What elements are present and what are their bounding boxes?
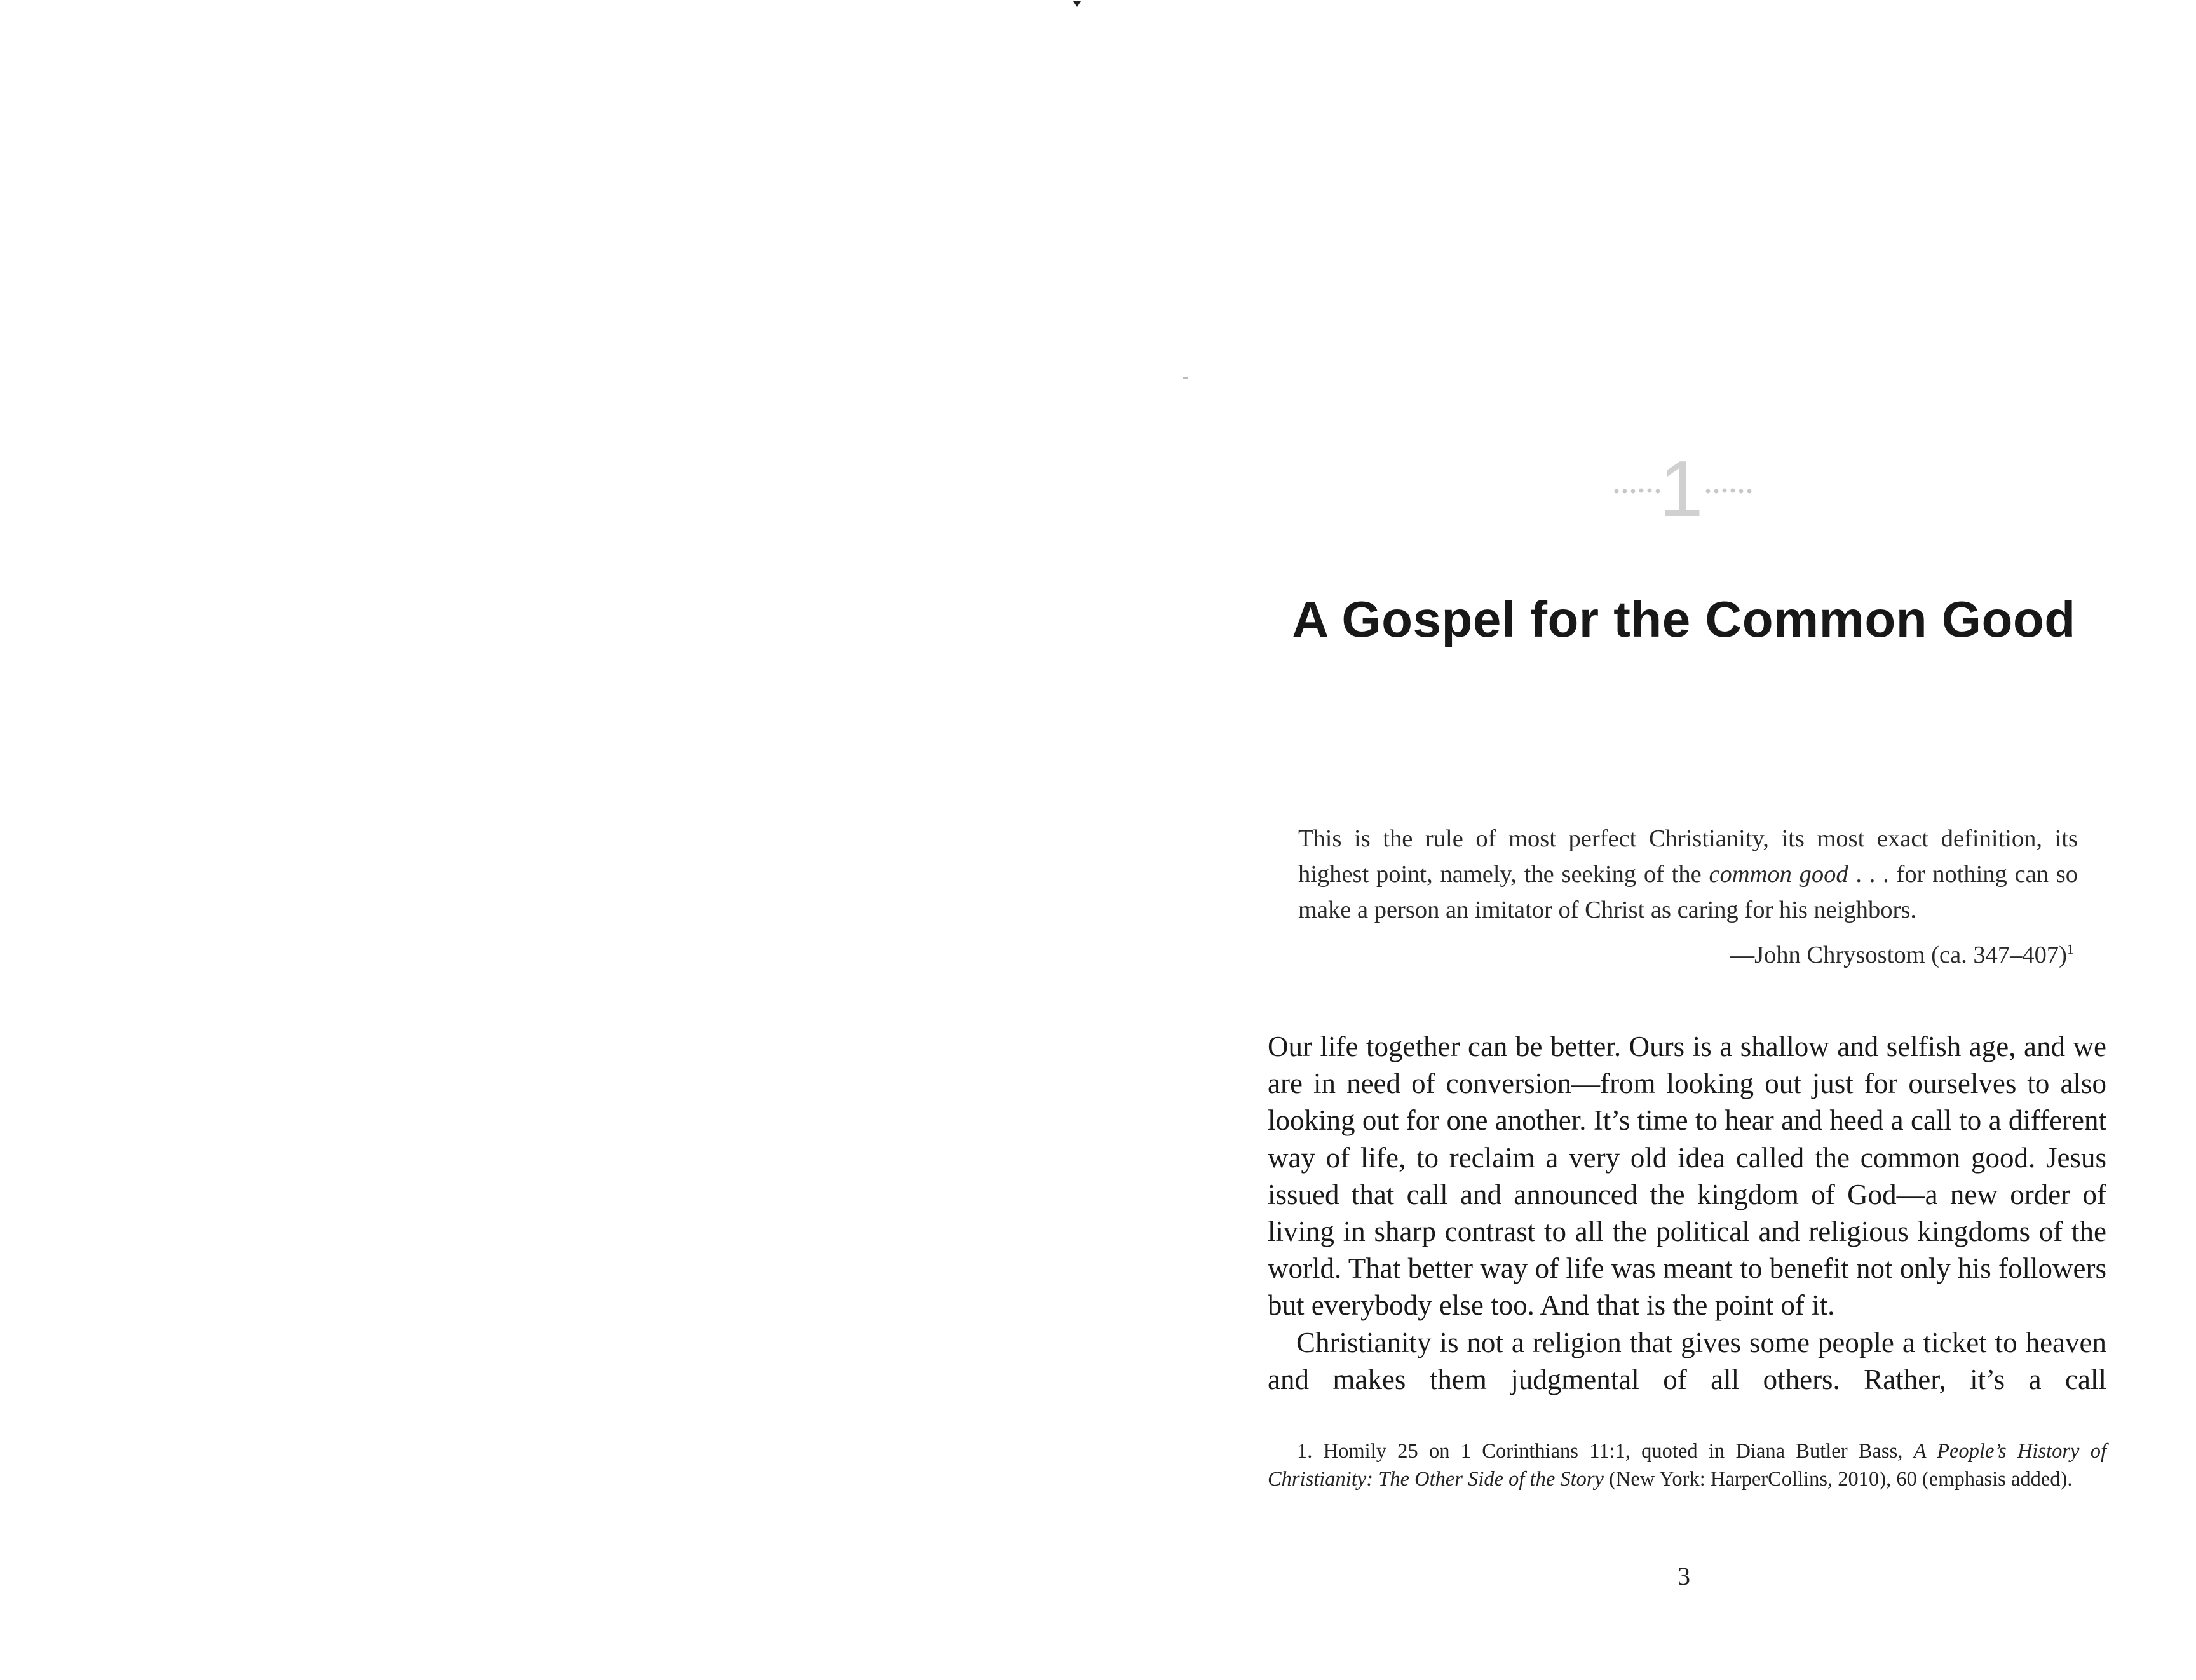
- chapter-title: A Gospel for the Common Good: [1292, 591, 2076, 647]
- footnote-text: (New York: HarperCollins, 2010), 60 (emphasis added).: [1603, 1468, 2073, 1491]
- epigraph-attribution: [1298, 931, 2078, 973]
- footnote-number: 1.: [1297, 1440, 1313, 1463]
- ornament-dots-left: [1615, 489, 1660, 494]
- epigraph-quote: [1298, 821, 2078, 928]
- body-paragraph: Our life together can be better. Ours is a shallow and selfish age, and we are in need of conversion—from looking out just for ourselves to also looking out for one another. It’s time to hear and heed a call to a different way of life, to reclaim a very old idea called the common good. Jesus issued that call and announced the kingdom of God—a new order of living in sharp contrast to all the political and religious kingdoms of the world. That better way of life was meant to benefit not only his followers but everybody else too. And that is the point of it.: [1268, 1031, 2106, 1322]
- footnote-reference: 1: [2067, 941, 2074, 957]
- epigraph-author: —John Chrysostom (ca. 347–407): [1730, 942, 2067, 968]
- body-paragraph: Christianity is not a religion that gives some people a ticket to heaven and makes them judgmental of all others. Rather, it’s a call: [1268, 1326, 2106, 1395]
- body-text: [1268, 1028, 2106, 1398]
- epigraph-text-part: This is the rule of most perfect Christianity, its most exact definition, its highest point, namely, the seeking of the: [1298, 825, 2078, 888]
- crop-mark-icon: [1073, 0, 1081, 8]
- epigraph: [1298, 821, 2078, 973]
- chapter-number-ornament: [1608, 445, 1760, 527]
- epigraph-text-part: . . . for nothing can so make a person an imitator of Christ as caring for his neighbors.: [1298, 861, 2078, 923]
- chapter-number: 1: [1659, 445, 1704, 527]
- page-number: 3: [1678, 1562, 1690, 1590]
- epigraph-emphasis: common good: [1709, 861, 1848, 888]
- footnote: [1268, 1437, 2106, 1493]
- footnote-book-title: A People’s History of Christianity: The Other Side of the Story: [1268, 1440, 2106, 1491]
- footnote-text: Homily 25 on 1 Corinthians 11:1, quoted in Diana Butler Bass,: [1312, 1440, 1914, 1463]
- scan-mark: [1183, 377, 1188, 379]
- ornament-dots-right: [1706, 489, 1752, 494]
